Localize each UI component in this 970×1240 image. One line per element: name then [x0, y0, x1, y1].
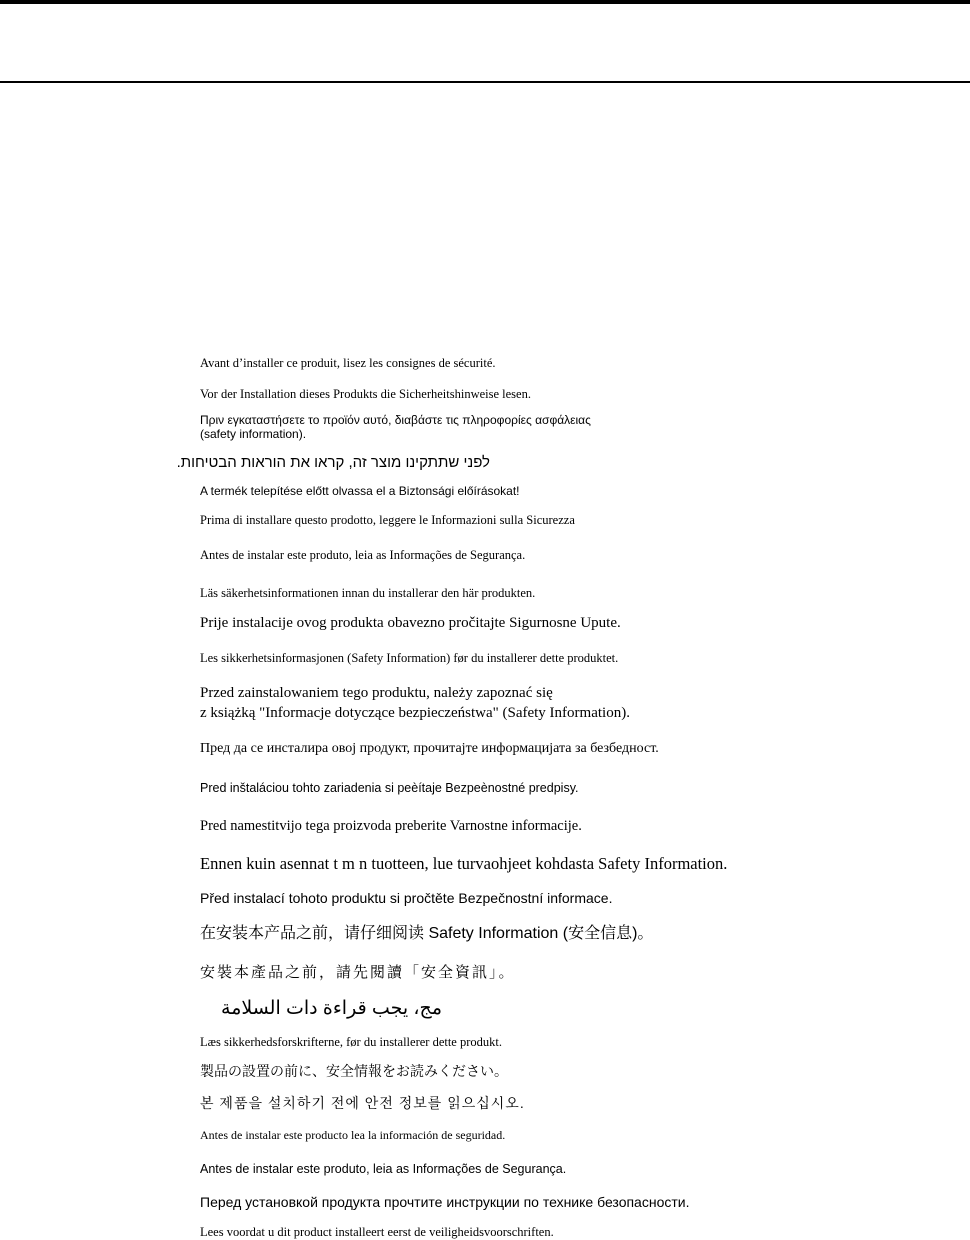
notice-italian: Prima di installare questo prodotto, leggere le Informazioni sulla Sicurezza	[200, 513, 575, 527]
notice-dutch: Lees voordat u dit product installeert eerst de veiligheidsvoorschriften.	[200, 1225, 554, 1239]
notice-polish-line2: z książką "Informacje dotyczące bezpieczeństwa" (Safety Information).	[200, 705, 630, 721]
notice-macedonian: Пред да се инсталира овој продукт, прочитајте информацијата за безбедност.	[200, 741, 659, 756]
notice-chinese-simplified: 在安装本产品之前，请仔细阅读 Safety Information (安全信息)。	[200, 925, 654, 942]
notice-portuguese: Antes de instalar este produto, leia as Informações de Segurança.	[200, 548, 526, 562]
notice-greek-line1: Πριν εγκαταστήσετε το προϊόν αυτό, διαβάστε τις πληροφορίες ασφάλειας	[200, 413, 591, 427]
notice-czech: Před instalací tohoto produktu si pročtěte Bezpečnostní informace.	[200, 890, 613, 906]
header-rule	[0, 81, 970, 83]
notice-hungarian: A termék telepítése előtt olvassa el a Biztonsági előírásokat!	[200, 484, 520, 498]
notice-slovenian: Pred namestitvijo tega proizvoda preberite Varnostne informacije.	[200, 818, 582, 834]
notice-japanese: 製品の設置の前に、安全情報をお読みください。	[200, 1063, 508, 1079]
notice-french: Avant d’installer ce produit, lisez les consignes de sécurité.	[200, 356, 496, 370]
notice-finnish: Ennen kuin asennat t m n tuotteen, lue turvaohjeet kohdasta Safety Information.	[200, 854, 728, 873]
notice-norwegian: Les sikkerhetsinformasjonen (Safety Information) før du installerer dette produktet.	[200, 651, 619, 665]
notice-portuguese-brazil: Antes de instalar este produto, leia as Informações de Segurança.	[200, 1162, 567, 1176]
notice-russian: Перед установкой продукта прочтите инструкции по технике безопасности.	[200, 1194, 690, 1210]
notice-arabic: مج، يجب قراءة دات السلامة	[221, 998, 442, 1019]
notice-hebrew: לפני שתתקינו מוצר זה, קראו את הוראות הבטיחות.	[176, 454, 490, 471]
notice-korean: 본 제품을 설치하기 전에 안전 정보를 읽으십시오.	[200, 1095, 525, 1111]
top-rule	[0, 0, 970, 4]
notice-danish: Læs sikkerhedsforskrifterne, før du installerer dette produkt.	[200, 1035, 502, 1049]
notice-german: Vor der Installation dieses Produkts die Sicherheitshinweise lesen.	[200, 387, 531, 401]
notice-slovak: Pred inštaláciou tohto zariadenia si peèítaje Bezpeènostné predpisy.	[200, 781, 579, 795]
notice-chinese-traditional: 安裝本產品之前，請先閱讀「安全資訊」。	[200, 965, 516, 981]
notice-swedish: Läs säkerhetsinformationen innan du installerar den här produkten.	[200, 586, 536, 600]
notice-croatian: Prije instalacije ovog produkta obavezno pročitajte Sigurnosne Upute.	[200, 615, 621, 631]
notice-greek-line2: (safety information).	[200, 427, 307, 441]
notice-spanish: Antes de instalar este producto lea la información de seguridad.	[200, 1128, 506, 1142]
notice-polish-line1: Przed zainstalowaniem tego produktu, należy zapoznać się	[200, 685, 553, 701]
